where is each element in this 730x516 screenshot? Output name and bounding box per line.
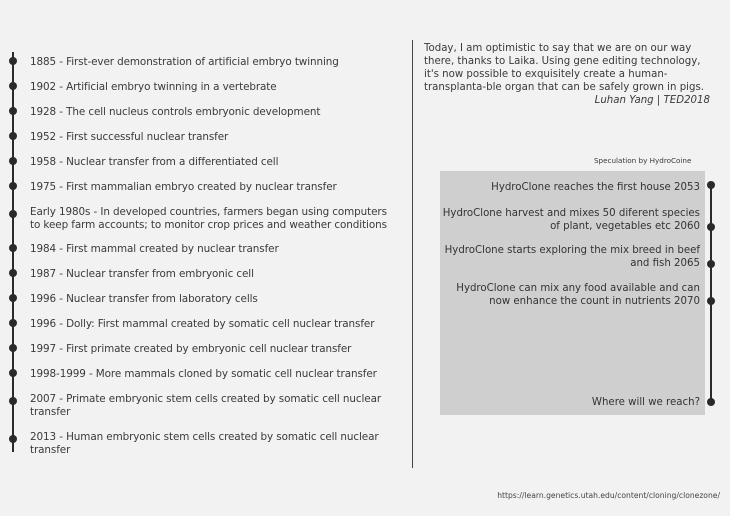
quote-text: Today, I am optimistic to say that we are on our way there, thanks to Laika. Using gene editing technology, it's now possible to exquisitely create a human-transplanta-ble organ that can be safely grown in pigs. — [424, 43, 705, 93]
speculation-dot — [707, 260, 715, 268]
quote-block — [424, 42, 710, 107]
timeline-text: 1996 - Dolly: First mammal created by somatic cell nuclear transfer — [30, 318, 375, 330]
timeline-text: 1928 - The cell nucleus controls embryonic development — [30, 106, 321, 118]
timeline-dot — [9, 397, 17, 405]
timeline-text: 1987 - Nuclear transfer from embryonic cell — [30, 268, 254, 280]
timeline-text: 1996 - Nuclear transfer from laboratory cells — [30, 293, 258, 305]
timeline-dot — [9, 344, 17, 352]
speculation-item: HydroClone can mix any food available and can now enhance the count in nutrients 2070 — [456, 283, 700, 307]
timeline-text: 1984 - First mammal created by nuclear transfer — [30, 243, 279, 255]
timeline-text: 1958 - Nuclear transfer from a differentiated cell — [30, 156, 279, 168]
timeline-text: 1975 - First mammalian embryo created by nuclear transfer — [30, 181, 337, 193]
timeline-text: 1902 - Artificial embryo twinning in a vertebrate — [30, 81, 277, 93]
timeline-text: 2007 - Primate embryonic stem cells created by somatic cell nuclear transfer — [30, 393, 382, 418]
timeline-dot — [9, 107, 17, 115]
speculation-dot — [707, 181, 715, 189]
timeline-dot — [9, 132, 17, 140]
speculation-dot — [707, 297, 715, 305]
timeline-dot — [9, 269, 17, 277]
speculation-label: Speculation by HydroCoine — [594, 156, 692, 165]
speculation-dot — [707, 398, 715, 406]
column-divider — [412, 40, 413, 468]
timeline-dot — [9, 244, 17, 252]
speculation-timeline-line — [710, 183, 712, 405]
timeline-dot — [9, 319, 17, 327]
speculation-dot — [707, 223, 715, 231]
speculation-question: Where will we reach? — [591, 397, 700, 408]
timeline-text: 1997 - First primate created by embryonic cell nuclear transfer — [30, 343, 352, 355]
speculation-item: HydroClone starts exploring the mix breed in beef and fish 2065 — [444, 245, 700, 269]
speculation-item: HydroClone harvest and mixes 50 diferent species of plant, vegetables etc 2060 — [442, 208, 700, 232]
timeline-dot — [9, 157, 17, 165]
timeline-text: 1885 - First-ever demonstration of artificial embryo twinning — [30, 56, 339, 68]
timeline-text: 1952 - First successful nuclear transfer — [30, 131, 229, 143]
timeline-text: 2013 - Human embryonic stem cells created by somatic cell nuclear transfer — [30, 431, 379, 456]
speculation-item: HydroClone reaches the first house 2053 — [491, 182, 700, 193]
timeline-dot — [9, 82, 17, 90]
timeline-text: 1998-1999 - More mammals cloned by somatic cell nuclear transfer — [30, 368, 377, 380]
timeline-dot — [9, 294, 17, 302]
timeline-dot — [9, 182, 17, 190]
timeline-dot — [9, 210, 17, 218]
timeline-dot — [9, 57, 17, 65]
timeline-text: Early 1980s - In developed countries, farmers began using computers to keep farm accounts; to monitor crop prices and weather conditions — [30, 206, 387, 231]
timeline-dot — [9, 369, 17, 377]
source-link[interactable]: https://learn.genetics.utah.edu/content/cloning/clonezone/ — [497, 491, 720, 500]
timeline-dot — [9, 435, 17, 443]
quote-attribution: Luhan Yang | TED2018 — [594, 95, 710, 106]
